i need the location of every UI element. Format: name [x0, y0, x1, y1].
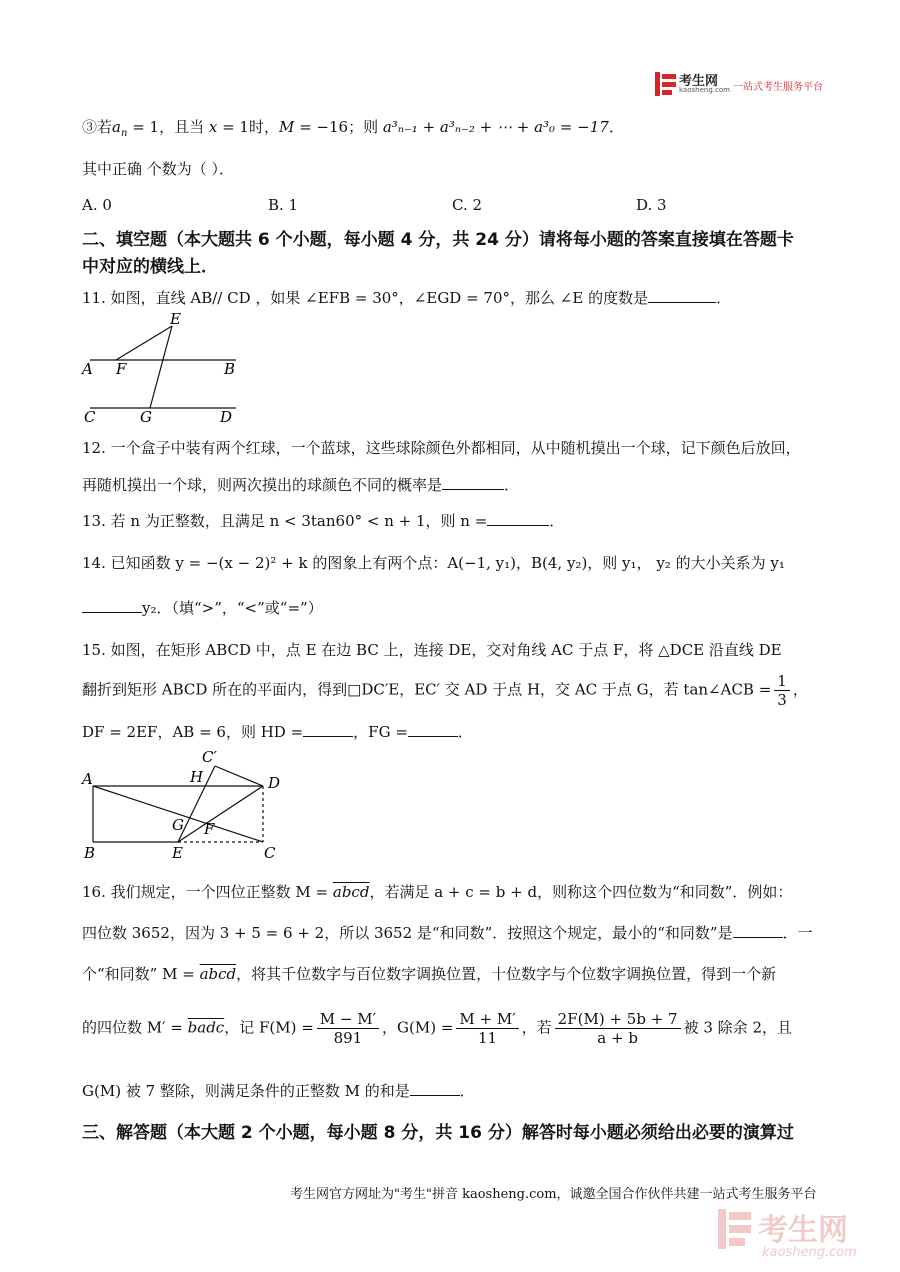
- q16-line4: 的四位数 M′ = badc，记 F(M) = $\frac{M - M'}{891}$ ，G(M) = $\frac{M + M'}{11}$ ，若 $\frac{2F(M) + 5b + 7}{a + b}$ 被 3 除余 2，且: [82, 1010, 792, 1047]
- q11-line-eg: [150, 326, 172, 408]
- q11-label-e: E: [170, 310, 181, 328]
- q15-label-c1: C′: [202, 748, 217, 766]
- q14-line2: y₂．（填“>”，“<”或“=”）: [82, 597, 323, 618]
- q11-label-g: G: [140, 408, 152, 426]
- q11-label-b: B: [224, 360, 236, 378]
- watermark-sub: kaosheng.com: [762, 1245, 857, 1260]
- q11-label-f: F: [116, 360, 127, 378]
- logo-sub: kaosheng.com: [679, 86, 730, 94]
- q15-label-a: A: [82, 770, 93, 788]
- q15-line-c1d: [215, 766, 263, 786]
- q10-option-d: D. 3: [636, 196, 667, 214]
- q12-line2: 再随机摸出一个球，则两次摸出的球颜色不同的概率是 ．: [82, 476, 520, 494]
- watermark-text: 考生网: [758, 1213, 848, 1248]
- q11-figure: [78, 310, 248, 426]
- q15-line3: DF = 2EF，AB = 6，则 HD = ，FG = ．: [82, 723, 473, 741]
- q10-count-line: 其中正确 个数为（ ）．: [82, 160, 235, 178]
- q15-figure: [78, 748, 288, 864]
- footer-text: 考生网官方网址为"考生"拼音 kaosheng.com，诚邀全国合作伙伴共建一站式考生服务平台: [290, 1187, 817, 1202]
- q12-line1: 12. 一个盒子中装有两个红球，一个蓝球，这些球除颜色外都相同，从中随机摸出一个球，记下颜色后放回，: [82, 439, 801, 457]
- q15-line1: 15. 如图，在矩形 ABCD 中，点 E 在边 BC 上，连接 DE，交对角线 AC 于点 F，将 △DCE 沿直线 DE: [82, 641, 782, 659]
- q15-label-h: H: [190, 768, 204, 786]
- q11-label-c: C: [84, 408, 96, 426]
- section2-title-line1: 二、填空题（本大题共 6 个小题，每小题 4 分，共 24 分）请将每小题的答案直接填在答题卡: [82, 230, 794, 250]
- q11-text: 11. 如图，直线 AB// CD ，如果 ∠EFB = 30°，∠EGD = 70°，那么 ∠E 的度数是 ．: [82, 289, 732, 307]
- q13-text: 13. 若 n 为正整数，且满足 n < 3tan60° < n + 1，则 n = ．: [82, 512, 565, 530]
- q15-label-b: B: [84, 844, 96, 862]
- logo-slogan: 一站式考生服务平台: [733, 82, 823, 93]
- q11-label-d: D: [220, 408, 233, 426]
- q14-line1: 14. 已知函数 y = −(x − 2)² + k 的图象上有两个点：A(−1, y₁)，B(4, y₂)，则 y₁， y₂ 的大小关系为 y₁: [82, 554, 785, 572]
- section3-title: 三、解答题（本大题 2 个小题，每小题 8 分，共 16 分）解答时每小题必须给出必要的演算过: [82, 1123, 794, 1143]
- q10-item3: ③若$a_n = 1$，且当 x = 1时，M = −16；则 a³ₙ₋₁ + a³ₙ₋₂ + ⋯ + a³₀ = −17．: [82, 118, 624, 139]
- q11-label-a: A: [82, 360, 93, 378]
- watermark: [718, 1205, 888, 1265]
- q15-label-f: F: [204, 820, 215, 838]
- logo-text: 考生网: [679, 74, 719, 89]
- watermark-logo-icon: [718, 1209, 752, 1249]
- q16-line1: 16. 我们规定，一个四位正整数 M = abcd，若满足 a + c = b + d，则称这个四位数为“和同数”．例如：: [82, 883, 793, 901]
- header-logo: [655, 70, 825, 98]
- q15-label-e: E: [172, 844, 183, 862]
- logo-mark-icon: [655, 72, 677, 96]
- section2-title-line2: 中对应的横线上．: [82, 257, 218, 277]
- q16-line5: G(M) 被 7 整除，则满足条件的正整数 M 的和是 ．: [82, 1082, 475, 1100]
- q15-line2: 翻折到矩形 ABCD 所在的平面内，得到□DC′E，EC′ 交 AD 于点 H，交 AC 于点 G，若 tan∠ACB = $\frac{1}{3}$ ，: [82, 672, 808, 709]
- q10-option-a: A. 0: [82, 196, 112, 214]
- q16-line2: 四位数 3652，因为 3 + 5 = 6 + 2，所以 3652 是“和同数”．按照这个规定，最小的“和同数”是 ．一: [82, 924, 813, 942]
- q10-option-b: B. 1: [268, 196, 299, 214]
- q15-label-d: D: [268, 774, 281, 792]
- q10-option-c: C. 2: [452, 196, 483, 214]
- q11-line-ef: [116, 326, 172, 360]
- q15-label-g: G: [172, 816, 184, 834]
- q15-label-c: C: [264, 844, 276, 862]
- q16-line3: 个“和同数” M = abcd，将其千位数字与百位数字调换位置，十位数字与个位数字调换位置，得到一个新: [82, 965, 777, 983]
- q15-line-de: [178, 786, 263, 842]
